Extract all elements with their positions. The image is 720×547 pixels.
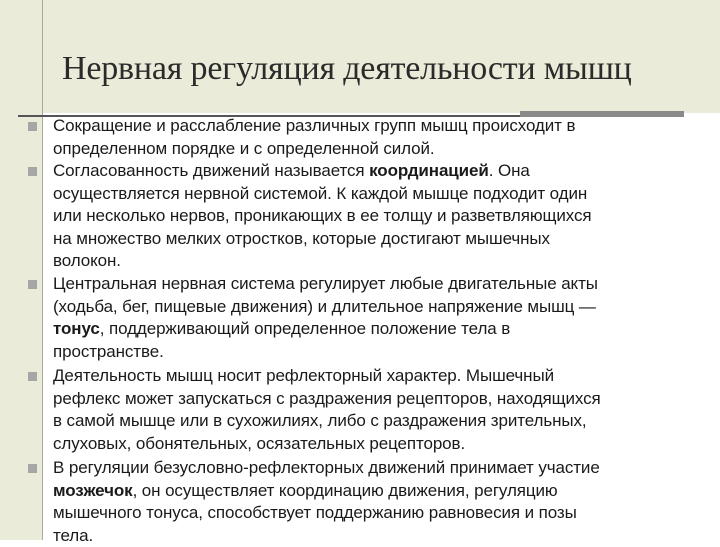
bullet-line: слуховых, обонятельных, осязательных рецепторов. bbox=[53, 433, 713, 456]
bold-term: координацией bbox=[369, 161, 489, 180]
bullet-line: в самой мышце или в сухожилиях, либо с раздражения зрительных, bbox=[53, 410, 713, 433]
bullet-text bbox=[53, 160, 713, 273]
bullet-line: Сокращение и расслабление различных групп мышц происходит в bbox=[53, 115, 713, 138]
bullet-line: мозжечок, он осуществляет координацию движения, регуляцию bbox=[53, 480, 713, 503]
bullet-text bbox=[53, 273, 713, 363]
bullet-line: мышечного тонуса, способствует поддержанию равновесия и позы bbox=[53, 502, 713, 525]
square-bullet-icon bbox=[28, 167, 37, 176]
bullet-text bbox=[53, 365, 713, 455]
bullet-line: волокон. bbox=[53, 250, 713, 273]
bullet-line: Центральная нервная система регулирует любые двигательные акты bbox=[53, 273, 713, 296]
slide-title: Нервная регуляция деятельности мышц bbox=[62, 50, 702, 88]
bullet-text bbox=[53, 457, 713, 547]
bullet-line: тонус, поддерживающий определенное положение тела в bbox=[53, 318, 713, 341]
bullet-line: Деятельность мышц носит рефлекторный характер. Мышечный bbox=[53, 365, 713, 388]
bullet-line: пространстве. bbox=[53, 341, 713, 364]
bullet-text bbox=[53, 115, 713, 160]
bullet-line: (ходьба, бег, пищевые движения) и длительное напряжение мышц — bbox=[53, 296, 713, 319]
bullet-line: осуществляется нервной системой. К каждой мышце подходит один bbox=[53, 183, 713, 206]
bullet-line: на множество мелких отростков, которые достигают мышечных bbox=[53, 228, 713, 251]
bold-term: тонус bbox=[53, 319, 100, 338]
bullet-line: В регуляции безусловно-рефлекторных движений принимает участие bbox=[53, 457, 713, 480]
square-bullet-icon bbox=[28, 122, 37, 131]
square-bullet-icon bbox=[28, 372, 37, 381]
bullet-line: Согласованность движений называется координацией. Она bbox=[53, 160, 713, 183]
bullet-line: определенном порядке и с определенной силой. bbox=[53, 138, 713, 161]
square-bullet-icon bbox=[28, 280, 37, 289]
left-decor-band bbox=[0, 0, 42, 540]
bold-term: мозжечок bbox=[53, 481, 133, 500]
bullet-line: тела. bbox=[53, 525, 713, 547]
bullet-line: или несколько нервов, проникающих в ее толщу и разветвляющихся bbox=[53, 205, 713, 228]
bullet-line: рефлекс может запускаться с раздражения рецепторов, находящихся bbox=[53, 388, 713, 411]
square-bullet-icon bbox=[28, 464, 37, 473]
vertical-divider bbox=[42, 0, 43, 540]
